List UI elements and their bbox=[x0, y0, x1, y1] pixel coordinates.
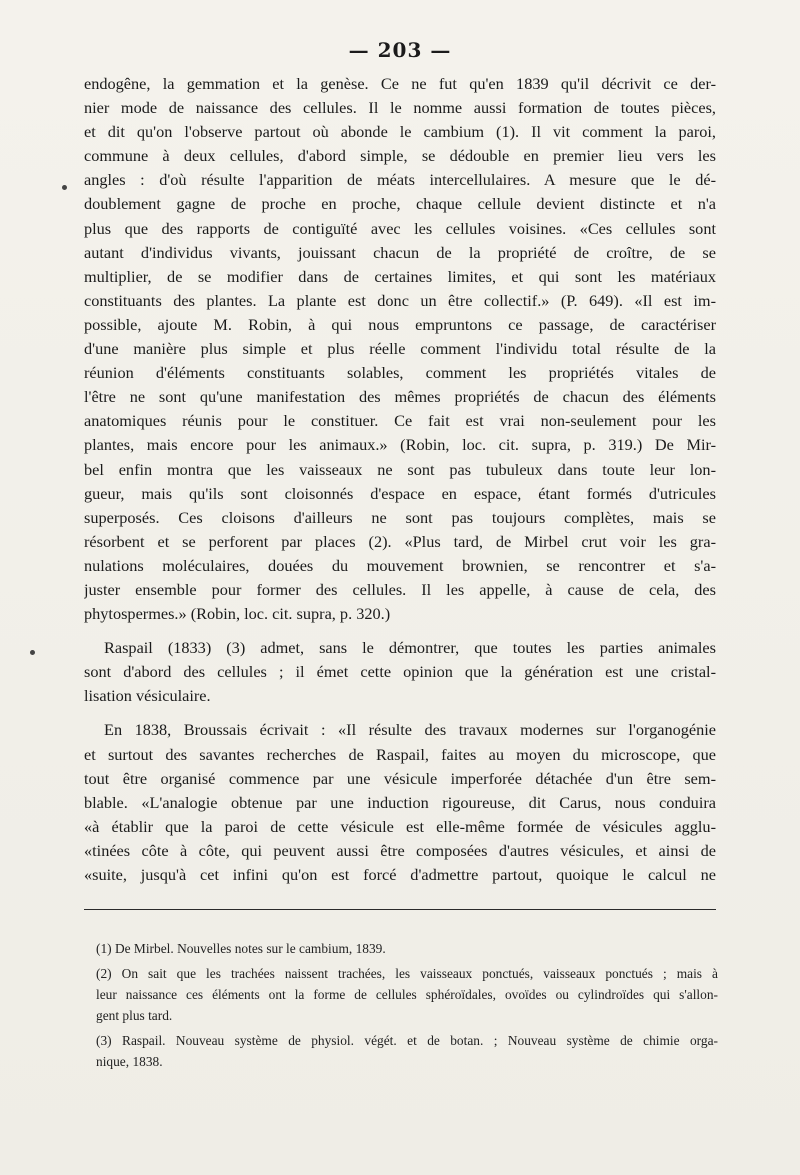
text-line: superposés. Ces cloisons d'ailleurs ne sont pas toujours complètes, mais se bbox=[84, 507, 716, 527]
footnote-3 bbox=[96, 1030, 718, 1072]
text-line: plantes, mais encore pour les animaux.» (Robin, loc. cit. supra, p. 319.) De Mir- bbox=[84, 435, 716, 455]
text-line: nulations moléculaires, douées du mouvement brownien, se rencontrer et s'a- bbox=[84, 555, 716, 575]
main-text bbox=[84, 72, 716, 887]
footnote-divider bbox=[84, 909, 716, 910]
paragraph-gap bbox=[84, 708, 716, 718]
text-line: lisation vésiculaire. bbox=[84, 686, 211, 706]
footnote-line: (1) De Mirbel. Nouvelles notes sur le cambium, 1839. bbox=[96, 941, 386, 956]
text-line: commune à deux cellules, d'abord simple, se dédouble en premier lieu vers les bbox=[84, 146, 716, 166]
text-line: gueur, mais qu'ils sont cloisonnés d'espace en espace, étant formés d'utricules bbox=[84, 483, 716, 503]
text-line: nier mode de naissance des cellules. Il le nomme aussi formation de toutes pièces, bbox=[84, 98, 716, 118]
text-line: autant d'individus vivants, jouissant chacun de la propriété de croître, de se bbox=[84, 242, 716, 262]
text-line: bel enfin montra que les vaisseaux ne sont pas tubuleux dans toute leur lon- bbox=[84, 459, 716, 479]
text-line: tout être organisé commence par une vésicule imperforée détachée d'un être sem- bbox=[84, 768, 716, 788]
text-line: blable. «L'analogie obtenue par une induction rigoureuse, dit Carus, nous conduira bbox=[84, 792, 716, 812]
text-line: et dit qu'on l'observe partout où abonde le cambium (1). Il vit comment la paroi, bbox=[84, 122, 716, 142]
footnote-line: leur naissance ces éléments ont la forme de cellules sphéroïdales, ovoïdes ou cylindroïdes qui s'allon- bbox=[96, 987, 718, 1002]
text-line: phytospermes.» (Robin, loc. cit. supra, p. 320.) bbox=[84, 604, 391, 624]
text-line: En 1838, Broussais écrivait : «Il résulte des travaux modernes sur l'organogénie bbox=[104, 720, 716, 740]
text-line: endogêne, la gemmation et la genèse. Ce ne fut qu'en 1839 qu'il décrivit ce der- bbox=[84, 74, 716, 93]
footnote-1 bbox=[96, 938, 718, 959]
page-number: — 203 — bbox=[348, 38, 452, 62]
text-line: «tinées côte à côte, qui peuvent aussi être composées d'autres vésicules, et ainsi de bbox=[84, 840, 716, 860]
print-speck bbox=[30, 650, 35, 655]
text-line: et surtout des savantes recherches de Raspail, faites au moyen du microscope, que bbox=[84, 744, 716, 764]
footnote-line: nique, 1838. bbox=[96, 1054, 163, 1069]
footnotes bbox=[96, 938, 718, 1076]
text-line: l'être ne sont qu'une manifestation des mêmes propriétés de chacun des éléments bbox=[84, 387, 716, 407]
print-speck bbox=[62, 185, 67, 190]
footnote-2 bbox=[96, 963, 718, 1026]
text-line: multiplier, de se modifier dans de certaines limites, et qui sont les matériaux bbox=[84, 266, 716, 286]
footnote-line: (2) On sait que les trachées naissent trachées, les vaisseaux ponctués, vaisseaux ponctués ; mais à bbox=[96, 966, 718, 981]
text-line: d'une manière plus simple et plus réelle comment l'individu total résulte de la bbox=[84, 339, 716, 359]
paragraph-1 bbox=[84, 72, 716, 626]
text-line: Raspail (1833) (3) admet, sans le démontrer, que toutes les parties animales bbox=[104, 638, 716, 658]
footnote-line: (3) Raspail. Nouveau système de physiol. végét. et de botan. ; Nouveau système de chimie orga- bbox=[96, 1033, 718, 1048]
text-line: sont d'abord des cellules ; il émet cette opinion que la génération est une cristal- bbox=[84, 662, 716, 682]
footnote-line: gent plus tard. bbox=[96, 1008, 173, 1023]
text-line: doublement gagne de proche en proche, chaque cellule devient distincte et n'a bbox=[84, 194, 716, 214]
text-line: juster ensemble pour former des cellules. Il les appelle, à cause de cela, des bbox=[84, 579, 716, 599]
text-line: anatomiques réunis pour le constituer. Ce fait est vrai non-seulement pour les bbox=[84, 411, 716, 431]
text-line: constituants des plantes. La plante est donc un être collectif.» (P. 649). «Il est im- bbox=[84, 290, 716, 310]
text-line: réunion d'éléments constituants solables, comment les propriétés vitales de bbox=[84, 363, 716, 383]
text-line: «suite, jusqu'à cet infini qu'on est forcé d'admettre partout, quoique le calcul ne bbox=[84, 865, 716, 884]
text-line: plus que des rapports de contiguïté avec les cellules voisines. «Ces cellules sont bbox=[84, 218, 716, 238]
paragraph-2 bbox=[84, 636, 716, 708]
text-line: «à établir que la paroi de cette vésicule est elle-même formée de vésicules agglu- bbox=[84, 816, 716, 836]
text-line: possible, ajoute M. Robin, à qui nous empruntons ce passage, de caractériser bbox=[84, 314, 716, 334]
paragraph-gap bbox=[84, 626, 716, 636]
text-line: angles : d'où résulte l'apparition de méats intercellulaires. A mesure que le dé- bbox=[84, 170, 716, 190]
paragraph-3 bbox=[84, 718, 716, 887]
text-line: résorbent et se perforent par places (2). «Plus tard, de Mirbel crut voir les gra- bbox=[84, 531, 716, 551]
